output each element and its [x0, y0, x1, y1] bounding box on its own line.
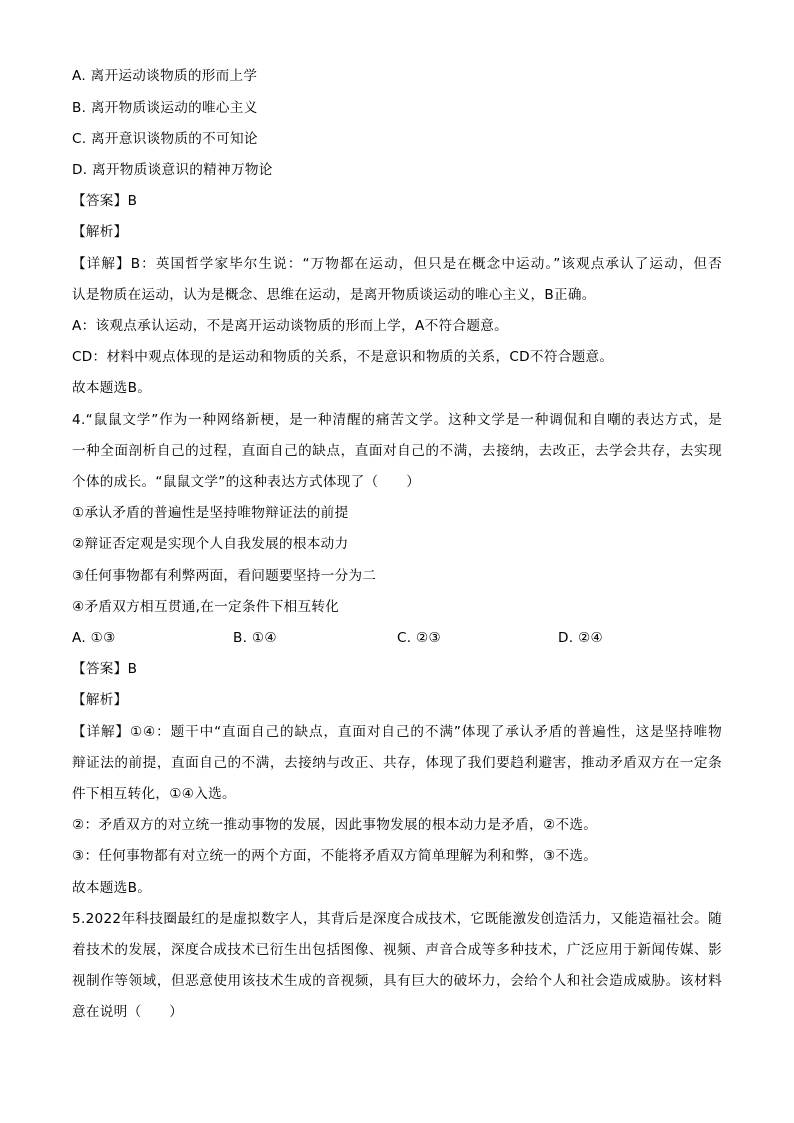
q4-choice-c: C. ②③: [397, 630, 442, 646]
q5-stem-line-2: 着技术的发展，深度合成技术已衍生出包括图像、视频、声音合成等多种技术，广泛应用于新闻传媒、影: [72, 942, 722, 958]
q4-statement-3: ③任何事物都有利弊两面，看问题要坚持一分为二: [72, 568, 377, 584]
q4-detail-line-2: 辩证法的前提，直面自己的不满，去接纳与改正、共存，体现了我们要趋利避害，推动矛盾双方在一定条: [72, 755, 722, 771]
q4-statement-1: ①承认矛盾的普遍性是坚持唯物辩证法的前提: [72, 505, 349, 521]
q4-choice-d: D. ②④: [558, 630, 603, 646]
q4-stem-line-3: 个体的成长。“鼠鼠文学”的这种表达方式体现了（ ）: [72, 474, 421, 490]
q4-detail-line-6: 故本题选B。: [72, 880, 152, 896]
q4-statement-2: ②辩证否定观是实现个人自我发展的根本动力: [72, 536, 349, 552]
q4-answer: 【答案】B: [72, 661, 138, 677]
q3-option-a: A. 离开运动谈物质的形而上学: [72, 68, 258, 84]
q4-choices-row: [72, 630, 722, 646]
q4-choice-a: A. ①③: [72, 630, 116, 646]
q3-answer: 【答案】B: [72, 193, 138, 209]
q4-detail-line-5: ③：任何事物都有对立统一的两个方面，不能将矛盾双方简单理解为利和弊，③不选。: [72, 848, 598, 864]
q3-option-c: C. 离开意识谈物质的不可知论: [72, 131, 258, 147]
q3-option-b: B. 离开物质谈运动的唯心主义: [72, 100, 258, 116]
q3-detail-line-2: 认是物质在运动，认为是概念、思维在运动，是离开物质谈运动的唯心主义，B正确。: [72, 287, 596, 303]
q4-detail-line-4: ②：矛盾双方的对立统一推动事物的发展，因此事物发展的根本动力是矛盾，②不选。: [72, 817, 598, 833]
q4-detail-line-3: 件下相互转化，①④入选。: [72, 786, 236, 802]
q4-detail-line-1: 【详解】①④：题干中“直面自己的缺点，直面对自己的不满”体现了承认矛盾的普遍性，这是坚持唯物: [72, 724, 722, 740]
q5-stem-line-1: 5.2022年科技圈最红的是虚拟数字人，其背后是深度合成技术，它既能激发创造活力，又能造福社会。随: [72, 911, 722, 927]
q5-stem-line-4: 意在说明（ ）: [72, 1004, 184, 1020]
q5-stem-line-3: 视制作等领域，但恶意使用该技术生成的音视频，具有巨大的破坏力，会给个人和社会造成威胁。该材料: [72, 973, 722, 989]
q4-choice-b: B. ①④: [233, 630, 277, 646]
q4-statement-4: ④矛盾双方相互贯通,在一定条件下相互转化: [72, 599, 340, 615]
q4-analysis-heading: 【解析】: [72, 692, 128, 708]
q4-stem-line-2: 一种全面剖析自己的过程，直面自己的缺点，直面对自己的不满，去接纳，去改正，去学会共存，去实现: [72, 443, 722, 459]
q3-detail-line-5: 故本题选B。: [72, 380, 152, 396]
q3-analysis-heading: 【解析】: [72, 224, 128, 240]
q4-stem-line-1: 4.“鼠鼠文学”作为一种网络新梗，是一种清醒的痛苦文学。这种文学是一种调侃和自嘲的表达方式，是: [72, 412, 722, 428]
q3-detail-line-4: CD：材料中观点体现的是运动和物质的关系，不是意识和物质的关系，CD不符合题意。: [72, 349, 614, 365]
q3-detail-line-1: 【详解】B：英国哲学家毕尔生说：“万物都在运动，但只是在概念中运动。”该观点承认了运动，但否: [72, 256, 722, 272]
q3-detail-line-3: A：该观点承认运动，不是离开运动谈物质的形而上学，A不符合题意。: [72, 318, 509, 334]
q3-option-d: D. 离开物质谈意识的精神万物论: [72, 162, 273, 178]
